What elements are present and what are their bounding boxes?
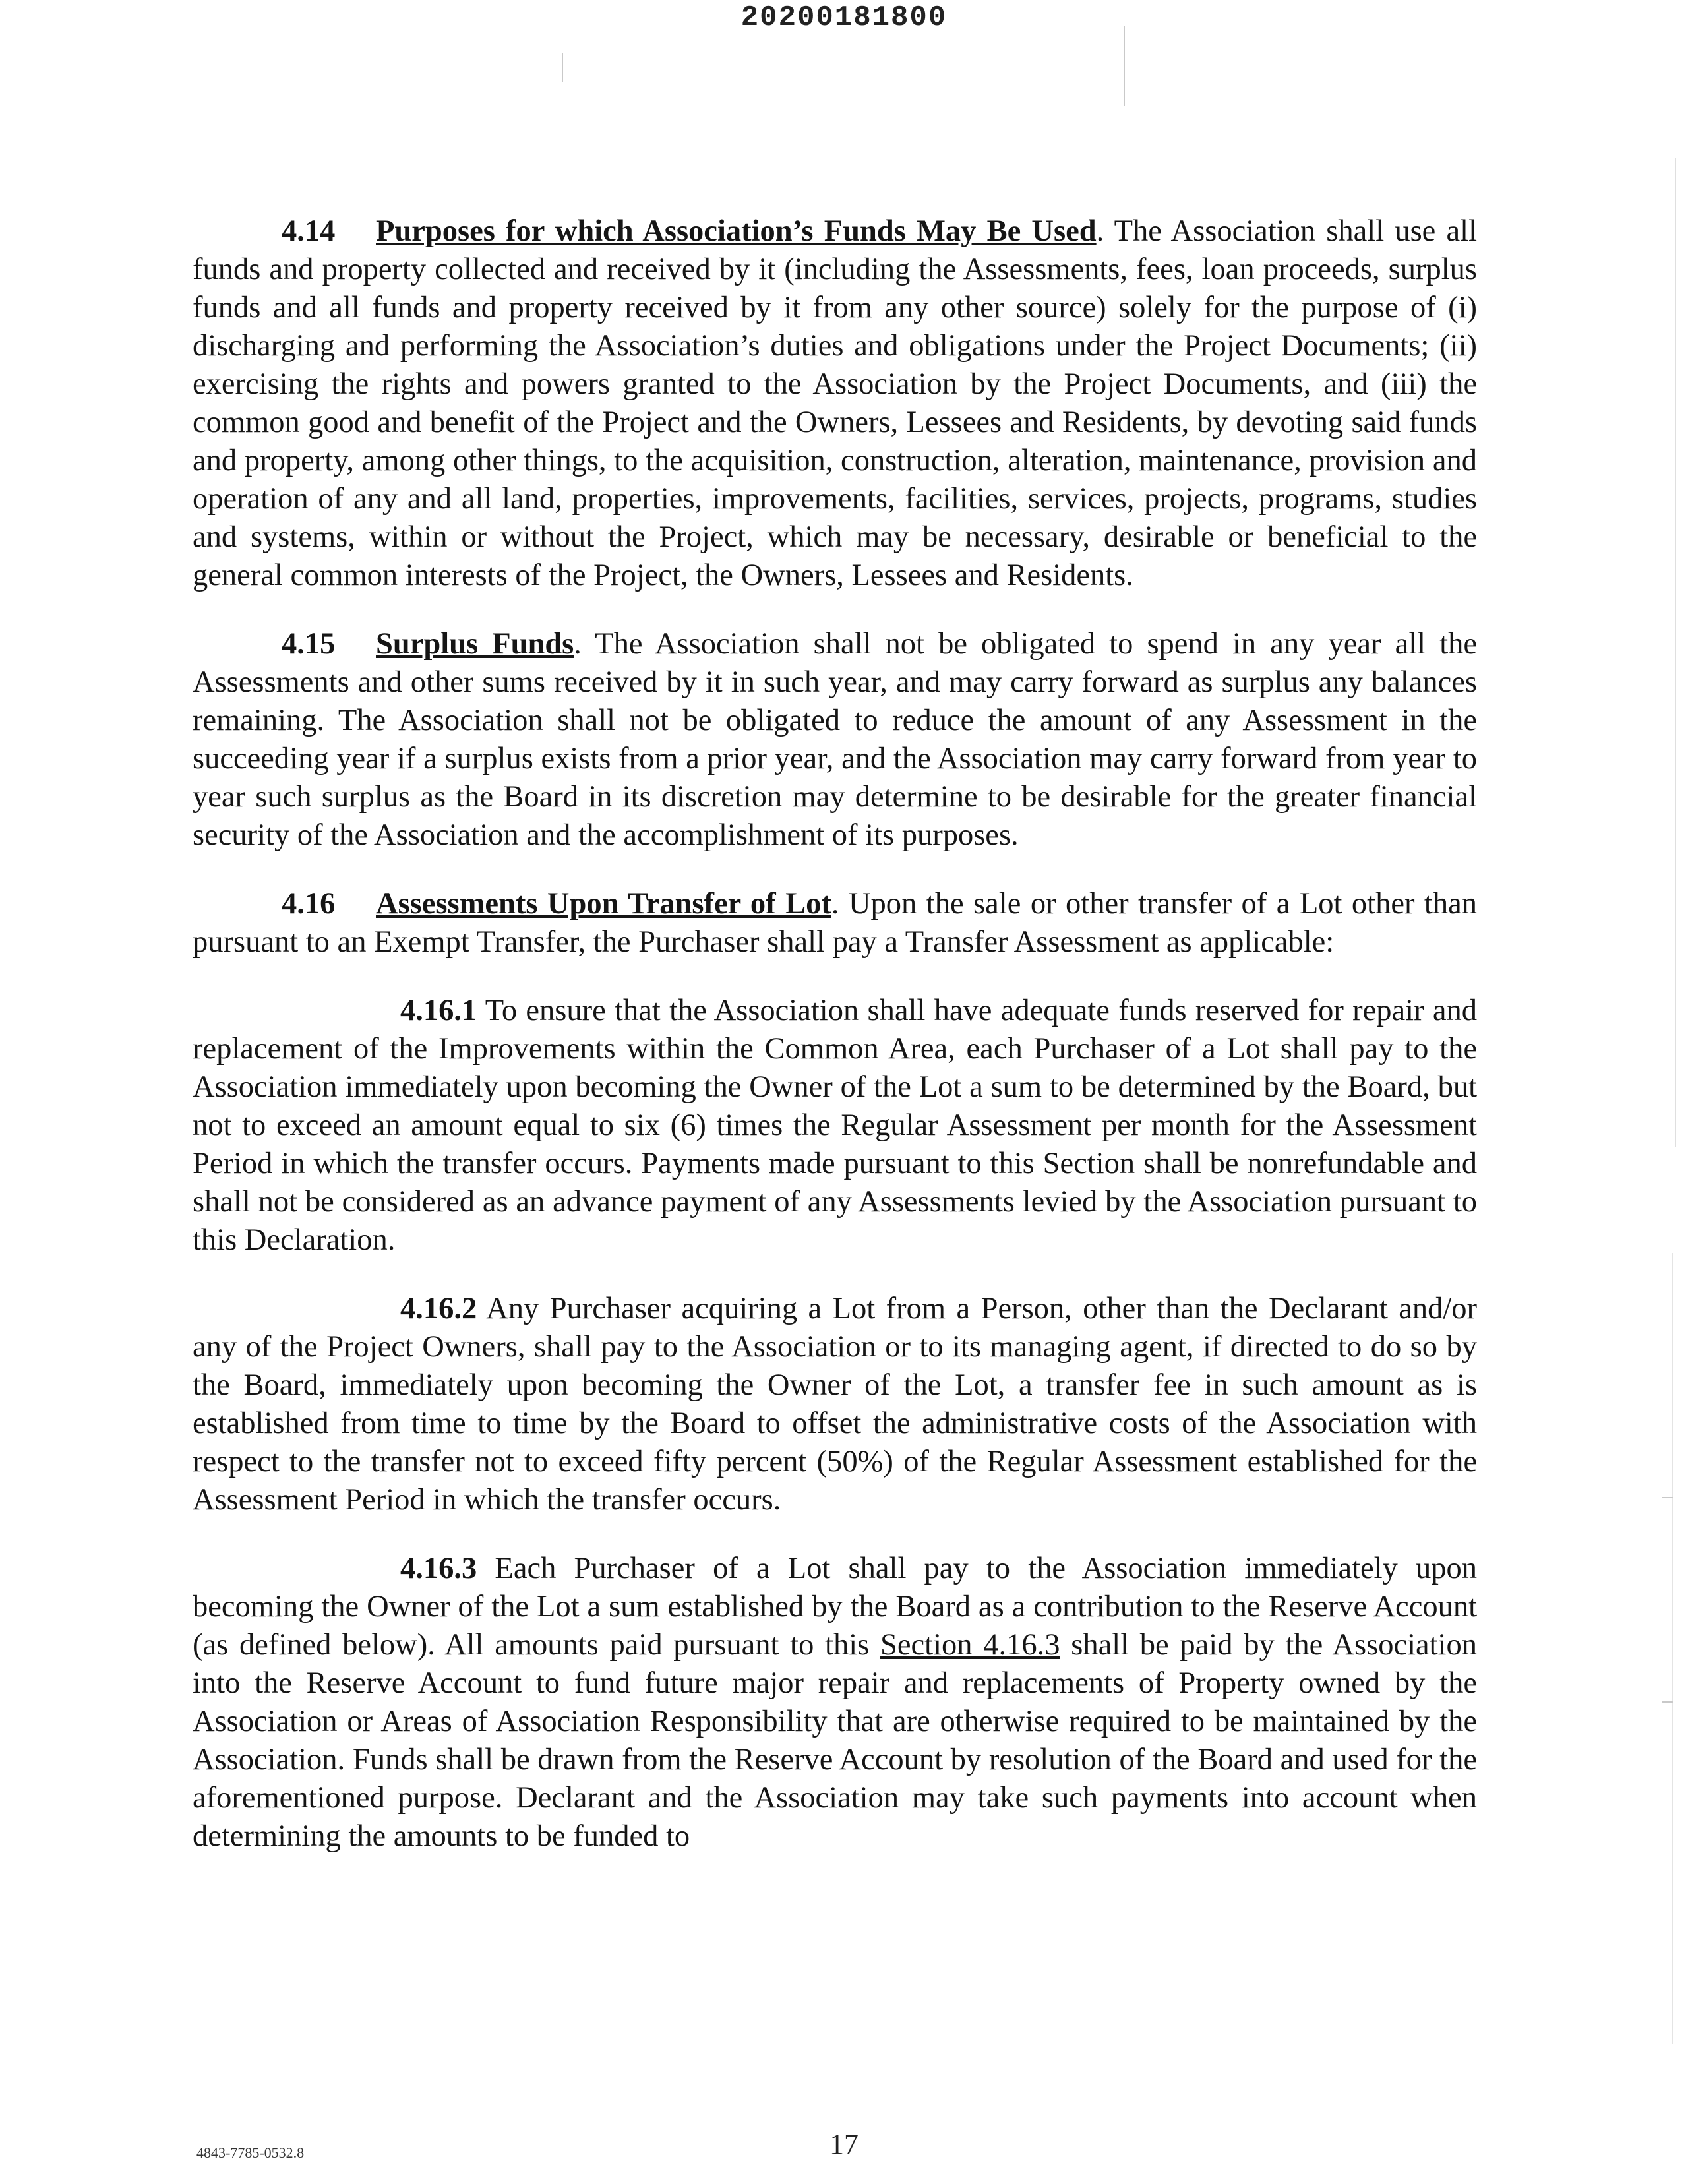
section-text: . The Association shall use all funds and property collected and received by it (including the Assessments, fees, loan proceeds, surplus funds and all funds and property received by it from any other source) solely for the purpose of (i) discharging and performing the Association’s duties and obligations under the Project Documents; (ii) exercising the rights and powers granted to the Association by the Project Documents, and (iii) the common good and benefit of the Project and the Owners, Lessees and Residents, by devoting said funds and property, among other things, to the acquisition, construction, alteration, maintenance, provision and operation of any and all land, properties, improvements, facilities, services, projects, programs, studies and systems, within or without the Project, which may be necessary, desirable or beneficial to the general common interests of the Project, the Owners, Lessees and Residents. — [193, 214, 1478, 592]
section-heading: Surplus Funds — [376, 627, 574, 661]
scan-artifact — [1675, 158, 1676, 1147]
subsection-text: To ensure that the Association shall have adequate funds reserved for repair and replacement of the Improvements within the Common Area, each Purchaser of a Lot shall pay to the Association immediately upon becoming the Owner of the Lot a sum to be determined by the Board, but not to exceed an amount equal to six (6) times the Regular Assessment per month for the Assessment Period in which the transfer occurs. Payments made pursuant to this Section shall be nonrefundable and shall not be considered as an advance payment of any Assessments levied by the Association pursuant to this Declaration. — [193, 994, 1477, 1257]
scan-artifact — [1662, 1497, 1673, 1498]
document-body — [193, 212, 1477, 1886]
section-text: . The Association shall not be obligated to spend in any year all the Assessments and other sums received by it in such year, and may carry forward as surplus any balances remaining. The Association shall not be obligated to reduce the amount of any Assessment in the succeeding year if a surplus exists from a prior year, and the Association may carry forward from year to year such surplus as the Board in its discretion may determine to be desirable for the greater financial security of the Association and the accomplishment of its purposes. — [193, 627, 1477, 852]
section-4-16-1 — [193, 992, 1477, 1259]
section-4-16 — [193, 885, 1477, 961]
section-text: . Upon the sale or other transfer of a Lot other than pursuant to an Exempt Transfer, the Purchaser shall pay a Transfer Assessment as applicable: — [193, 887, 1477, 959]
section-heading: Assessments Upon Transfer of Lot — [376, 887, 831, 921]
section-heading: Purposes for which Association’s Funds May Be Used — [376, 214, 1097, 248]
section-4-16-3 — [193, 1550, 1477, 1856]
subsection-number: 4.16.2 — [400, 1292, 477, 1325]
subsection-text-continued: shall be paid by the Association into the Reserve Account to fund future major repair and replacements of Property owned by the Association or Areas of Association Responsibility that are otherwise required to be maintained by the Association. Funds shall be drawn from the Reserve Account by resolution of the Board and used for the aforementioned purpose. Declarant and the Association may take such payments into account when determining the amounts to be funded to — [193, 1628, 1477, 1853]
section-cross-reference: Section 4.16.3 — [880, 1628, 1060, 1662]
section-4-14 — [193, 212, 1477, 595]
scan-artifact — [1672, 1253, 1673, 2044]
subsection-text: Each Purchaser of a Lot shall pay to the Association immediately upon becoming the Owner of the Lot a sum established by the Board as a contribution to the Reserve Account (as defined below). All amounts paid pursuant to this — [193, 1552, 1477, 1662]
section-4-16-2 — [193, 1290, 1477, 1519]
scan-artifact — [562, 53, 563, 82]
document-id: 4843-7785-0532.8 — [196, 2144, 305, 2161]
page-number: 17 — [829, 2128, 859, 2160]
section-number: 4.16 — [282, 887, 336, 921]
scan-artifact — [1124, 26, 1125, 106]
section-number: 4.15 — [282, 627, 336, 661]
subsection-number: 4.16.1 — [400, 994, 477, 1027]
recording-number: 20200181800 — [740, 1, 948, 34]
section-number: 4.14 — [282, 214, 336, 248]
scan-artifact — [1662, 1701, 1673, 1703]
section-4-15 — [193, 625, 1477, 855]
subsection-text: Any Purchaser acquiring a Lot from a Person, other than the Declarant and/or any of the Project Owners, shall pay to the Association or to its managing agent, if directed to do so by the Board, immediately upon becoming the Owner of the Lot, a transfer fee in such amount as is established from time to time by the Board to offset the administrative costs of the Association with respect to the transfer not to exceed fifty percent (50%) of the Regular Assessment established for the Assessment Period in which the transfer occurs. — [193, 1292, 1477, 1517]
subsection-number: 4.16.3 — [400, 1552, 477, 1585]
